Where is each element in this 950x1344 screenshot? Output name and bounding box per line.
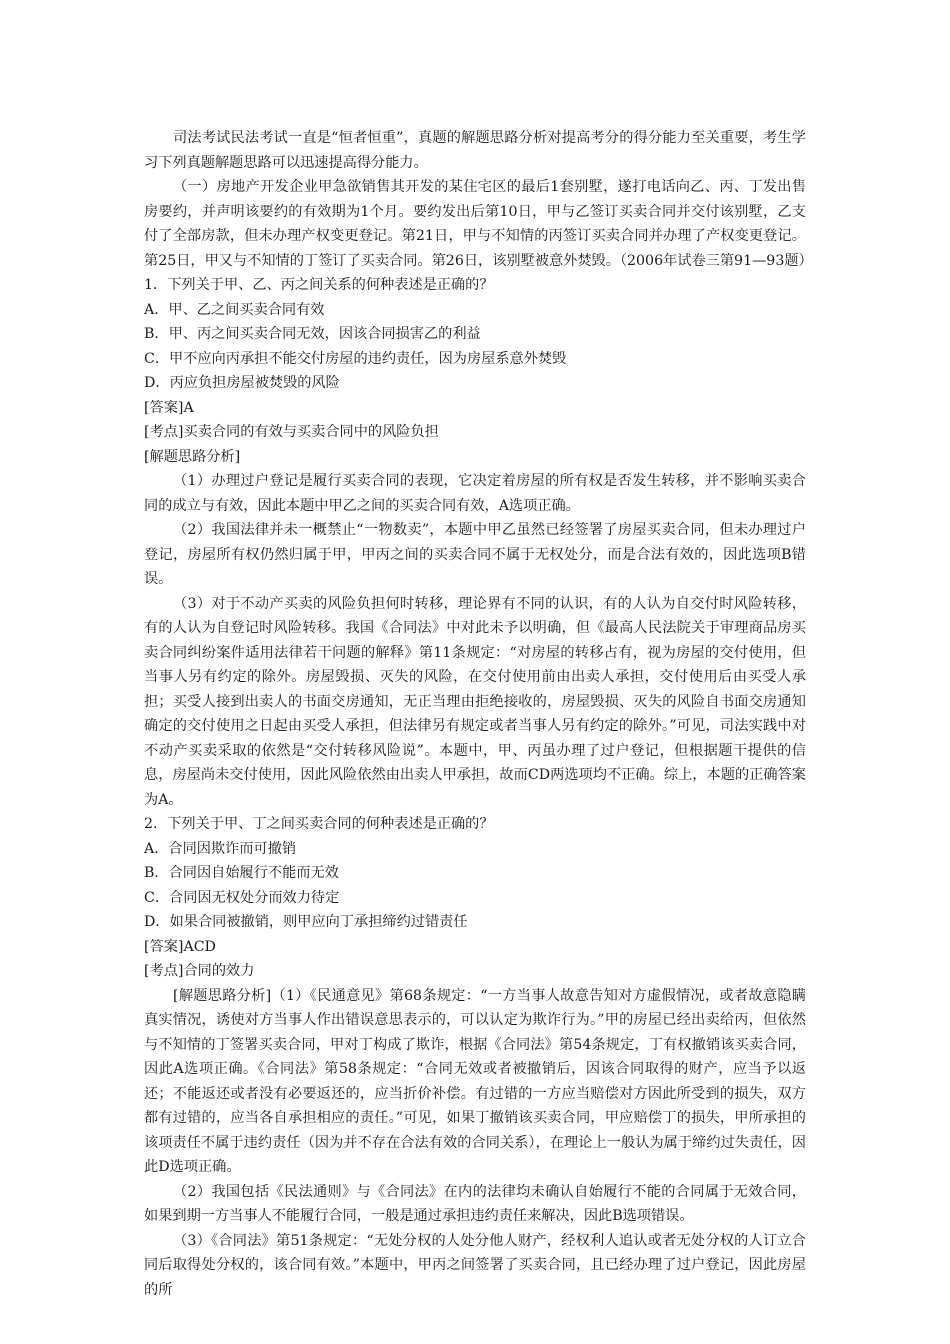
q2-option-b: B．合同因自始履行不能而无效 xyxy=(144,865,339,881)
intro-paragraph: 司法考试民法考试一直是“恒者恒重”，真题的解题思路分析对提高考分的得分能力至关重要，考生学习下列真题解题思路可以迅速提高得分能力。 xyxy=(144,130,806,171)
q2-analysis-2: （2）我国包括《民法通则》与《合同法》在内的法律均未确认自始履行不能的合同属于无效合同，如果到期一方当事人不能履行合同，一般是通过承担违约责任来解决，因此B选项错误。 xyxy=(144,1183,806,1224)
q2-analysis-1: [解题思路分析]（1）《民通意见》第68条规定：“一方当事人故意告知对方虚假情况，或者故意隐瞒真实情况，诱使对方当事人作出错误意思表示的，可以认定为欺诈行为。”甲的房屋已经出卖给丙，但依然与不知情的丁签署买卖合同，甲对丁构成了欺诈，根据《合同法》第54条规定，丁有权撤销该买卖合同，因此A选项正确。《合同法》第58条规定：“合同无效或者被撤销后，因该合同取得的财产，应当予以返还；不能返还或者没有必要返还的，应当折价补偿。有过错的一方应当赔偿对方因此所受到的损失，双方都有过错的，应当各自承担相应的责任。”可见，如果丁撤销该买卖合同，甲应赔偿丁的损失，甲所承担的该项责任不属于违约责任（因为并不存在合法有效的合同关系），在理论上一般认为属于缔约过失责任，因此D选项正确。 xyxy=(144,987,806,1175)
document-page xyxy=(144,126,813,1302)
q2-option-a: A．合同因欺诈而可撤销 xyxy=(144,840,297,857)
case-paragraph: （一）房地产开发企业甲急欲销售其开发的某住宅区的最后1套别墅，遂打电话向乙、丙、丁发出售房要约，并声明该要约的有效期为1个月。要约发出后第10日，甲与乙签订买卖合同并交付该别墅，乙支付了全部房款，但未办理产权变更登记。第21日，甲与不知情的丙签订买卖合同并办理了产权变更登记。第25日，甲又与不知情的丁签订了买卖合同。第26日，该别墅被意外焚毁。（2006年试卷三第91—93题） xyxy=(144,179,813,269)
q1-option-a: A．甲、乙之间买卖合同有效 xyxy=(144,301,325,318)
q1-analysis-2: （2）我国法律并未一概禁止“一物数卖”，本题中甲乙虽然已经签署了房屋买卖合同，但未办理过户登记，房屋所有权仍然归属于甲，甲丙之间的买卖合同不属于无权处分，而是合法有效的，因此选项B错误。 xyxy=(144,522,806,587)
q2-option-d: D．如果合同被撤销，则甲应向丁承担缔约过错责任 xyxy=(144,914,468,930)
q1-analysis-3: （3）对于不动产买卖的风险负担何时转移，理论界有不同的认识，有的人认为自交付时风险转移，有的人认为自登记时风险转移。我国《合同法》中对此未予以明确，但《最高人民法院关于审理商品房买卖合同纠纷案件适用法律若干问题的解释》第11条规定：“对房屋的转移占有，视为房屋的交付使用，但当事人另有约定的除外。房屋毁损、灭失的风险，在交付使用前由出卖人承担，交付使用后由买受人承担；买受人接到出卖人的书面交房通知，无正当理由拒绝接收的，房屋毁损、灭失的风险自书面交房通知确定的交付使用之日起由买受人承担，但法律另有规定或者当事人另有约定的除外。”可见，司法实践中对不动产买卖采取的依然是“交付转移风险说”。本题中，甲、丙虽办理了过户登记，但根据题干提供的信息，房屋尚未交付使用，因此风险依然由出卖人甲承担，故而CD两选项均不正确。综上，本题的正确答案为A。 xyxy=(144,595,806,808)
q2-option-c: C．合同因无权处分而效力待定 xyxy=(144,889,340,906)
q2-analysis-3: （3）《合同法》第51条规定：“无处分权的人处分他人财产，经权利人追认或者无处分权的人订立合同后取得处分权的，该合同有效。”本题中，甲丙之间签署了买卖合同，且已经办理了过户登记，因此房屋的所 xyxy=(144,1232,806,1298)
q1-option-d: D．丙应负担房屋被焚毁的风险 xyxy=(144,375,340,391)
q1-analysis-1: （1）办理过户登记是履行买卖合同的表现，它决定着房屋的所有权是否发生转移，并不影响买卖合同的成立与有效，因此本题中甲乙之间的买卖合同有效，A选项正确。 xyxy=(144,473,806,514)
q1-point: [考点]买卖合同的有效与买卖合同中的风险负担 xyxy=(144,424,439,440)
q1-analysis-label: [解题思路分析] xyxy=(144,448,241,465)
q1-option-b: B．甲、丙之间买卖合同无效，因该合同损害乙的利益 xyxy=(144,326,481,342)
q1-answer: [答案]A xyxy=(144,399,194,416)
q2-point: [考点]合同的效力 xyxy=(144,963,255,979)
question-1: 1．下列关于甲、乙、丙之间关系的何种表述是正确的？ xyxy=(144,277,494,293)
q1-option-c: C．甲不应向丙承担不能交付房屋的违约责任，因为房屋系意外焚毁 xyxy=(144,350,567,367)
question-2: 2．下列关于甲、丁之间买卖合同的何种表述是正确的？ xyxy=(144,816,494,832)
q2-answer: [答案]ACD xyxy=(144,938,216,955)
